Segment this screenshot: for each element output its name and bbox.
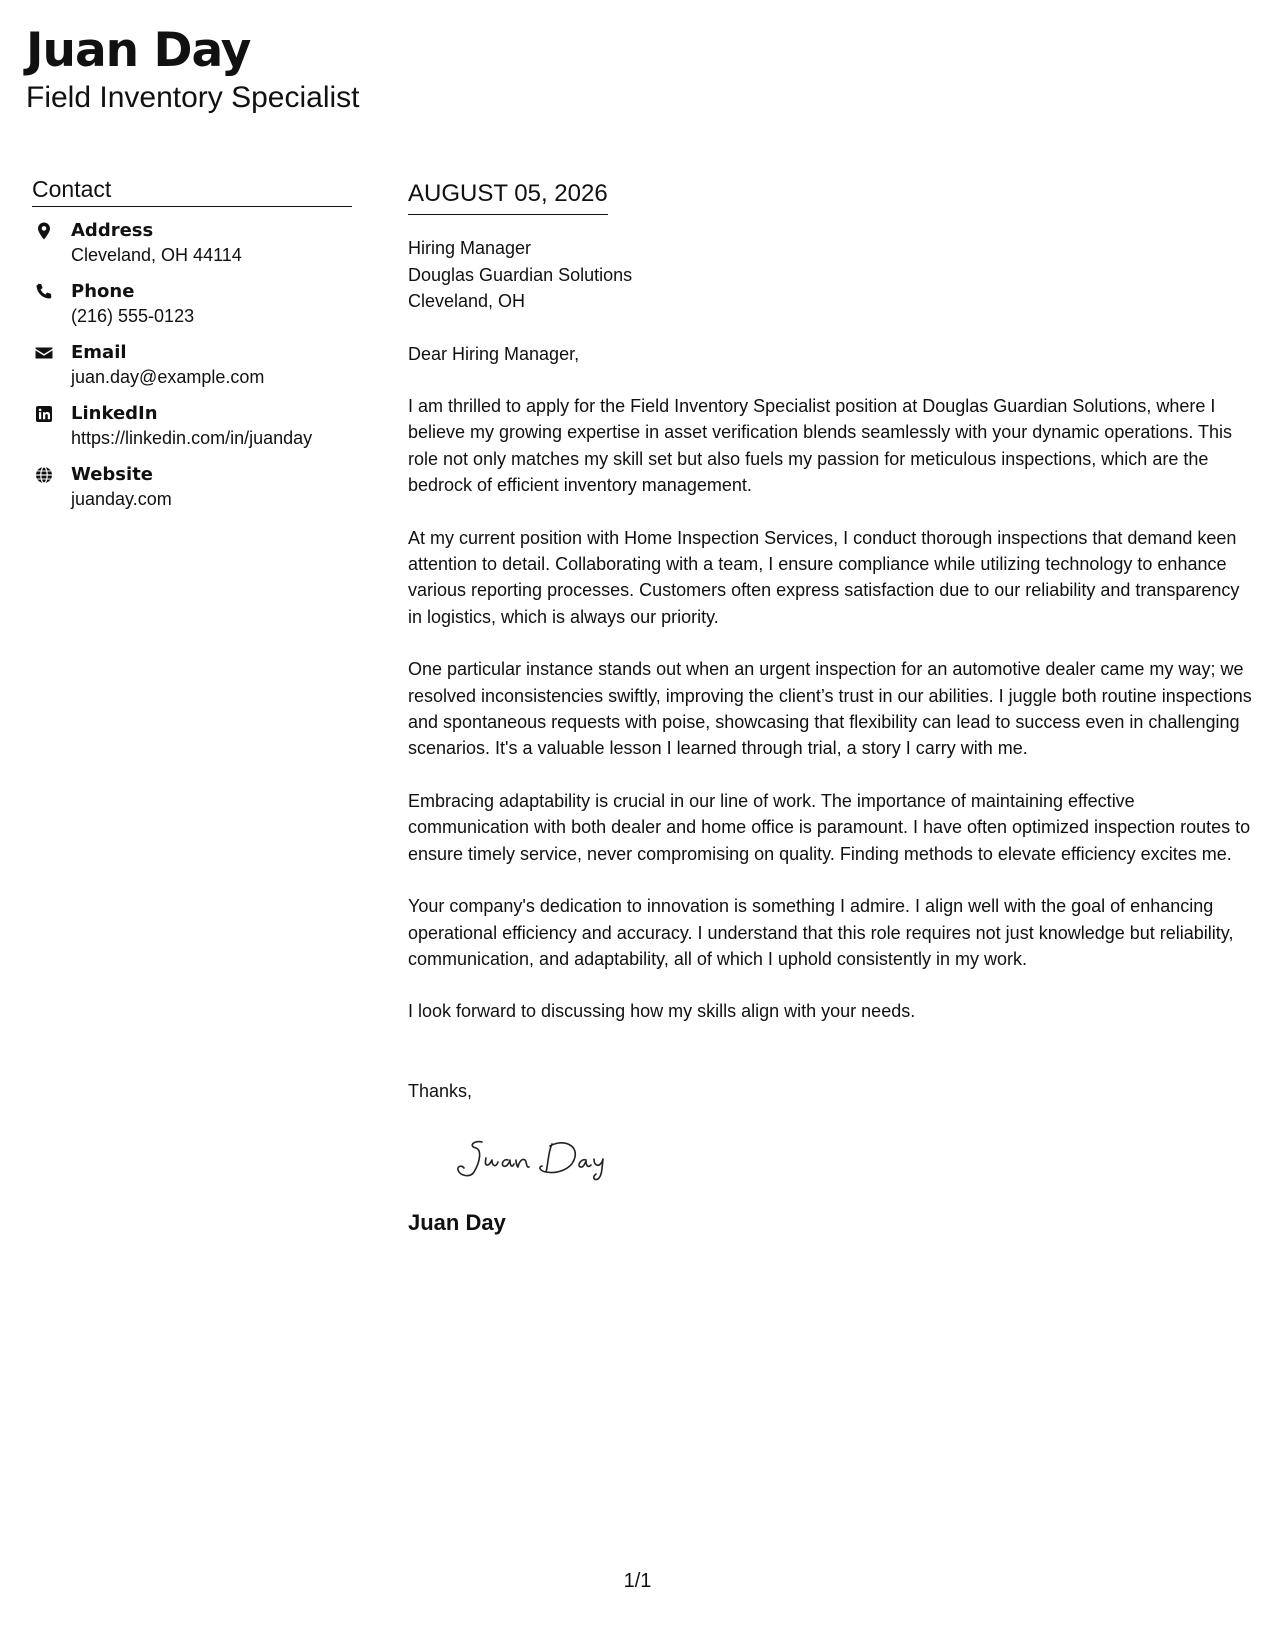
contact-value: juanday.com — [71, 489, 172, 509]
recipient-company: Douglas Guardian Solutions — [408, 264, 633, 285]
handwritten-signature — [452, 1132, 632, 1182]
contact-value: https://linkedin.com/in/juanday — [71, 428, 313, 448]
letter-paragraph: I look forward to discussing how my skills align with your needs. — [408, 1001, 916, 1022]
envelope-icon — [34, 343, 54, 363]
contact-item-linkedin — [32, 402, 352, 451]
recipient-name: Hiring Manager — [408, 238, 532, 258]
globe-icon — [34, 465, 54, 485]
contact-label: Phone — [71, 281, 135, 302]
letter-paragraph: Embracing adaptability is crucial in our line of work. The importance of maintaining effective communication with both dealer and home office is paramount. I have often optimized inspection routes to ensure timely service, never compromising on quality. Finding methods to elevate efficiency excites me. — [408, 790, 1251, 864]
page-number: 1/1 — [623, 1570, 652, 1592]
contact-sidebar — [32, 174, 352, 524]
contact-label: Website — [71, 464, 154, 485]
location-pin-icon — [34, 221, 54, 241]
recipient-block — [408, 235, 1253, 315]
contact-label: Address — [71, 220, 154, 241]
contact-label: LinkedIn — [71, 403, 158, 424]
contact-value: Cleveland, OH 44114 — [71, 245, 242, 265]
letter-paragraph: One particular instance stands out when an urgent inspection for an automotive dealer came my way; we resolved inconsistencies swiftly, improving the client’s trust in our abilities. I juggle both routine inspections and spontaneous requests with poise, showcasing that flexibility can lead to success even in challenging scenarios. It's a valuable lesson I learned through trial, a story I carry with me. — [408, 659, 1252, 759]
letter-paragraph: I am thrilled to apply for the Field Inventory Specialist position at Douglas Guardian Solutions, where I believe my growing expertise in asset verification blends seamlessly with your dynamic operations. This role not only matches my skill set but also fuels my passion for meticulous inspections, which are the bedrock of efficient inventory management. — [408, 396, 1233, 496]
applicant-name: Juan Day — [26, 23, 251, 78]
resume-header — [26, 22, 360, 116]
recipient-location: Cleveland, OH — [408, 291, 526, 311]
letter-closing: Thanks, — [408, 1080, 473, 1101]
phone-icon — [34, 282, 54, 302]
contact-item-phone — [32, 280, 352, 329]
cover-letter-body — [408, 178, 1253, 1237]
contact-label: Email — [71, 342, 127, 363]
linkedin-icon — [34, 404, 54, 424]
salutation: Dear Hiring Manager, — [408, 343, 580, 364]
letter-paragraph: At my current position with Home Inspection Services, I conduct thorough inspections that demand keen attention to detail. Collaborating with a team, I ensure compliance while utilizing technology to enhance various reporting processes. Customers often express satisfaction due to our reliability and transparency in logistics, which is always our priority. — [408, 527, 1240, 627]
contact-item-website — [32, 463, 352, 512]
letter-paragraph: Your company's dedication to innovation is something I admire. I align well with the goal of enhancing operational efficiency and accuracy. I understand that this role requires not just knowledge but reliability, communication, and adaptability, all of which I uphold consistently in my work. — [408, 896, 1234, 969]
job-title: Field Inventory Specialist — [26, 81, 360, 114]
contact-value: juan.day@example.com — [71, 367, 265, 387]
signer-name: Juan Day — [408, 1209, 506, 1235]
contact-value: (216) 555-0123 — [71, 306, 195, 326]
contact-item-email — [32, 341, 352, 390]
contact-heading: Contact — [32, 174, 352, 207]
contact-item-address — [32, 219, 352, 268]
letter-date: AUGUST 05, 2026 — [408, 178, 608, 215]
